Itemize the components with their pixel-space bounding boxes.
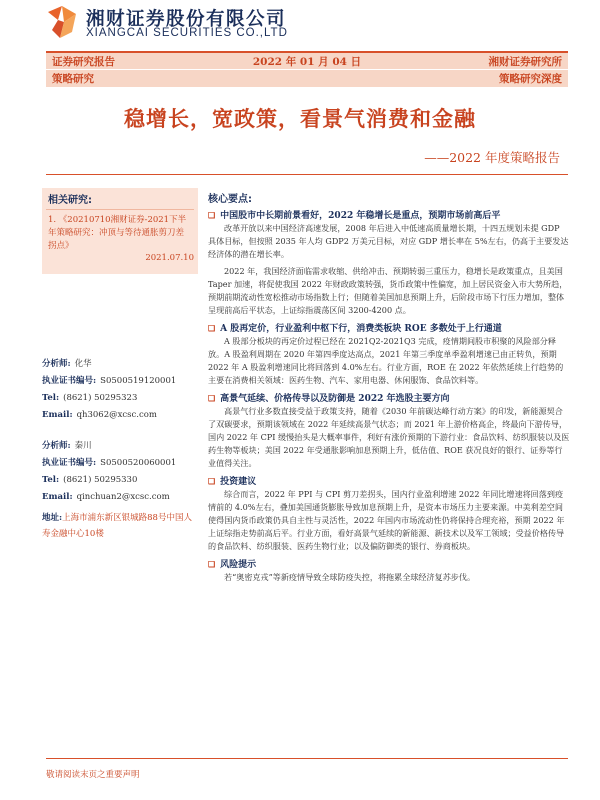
- tel-number: (8621) 50295330: [63, 475, 138, 485]
- analyst-label: 分析师:: [42, 359, 71, 369]
- email-link[interactable]: qinchuan2@xcsc.com: [76, 492, 170, 502]
- paragraph: A 股部分板块的再定价过程已经在 2021Q2-2021Q3 完成，疫情期间股市积聚的风险部分释放。A 股盈利周期在 2020 年第四季度达高点，2021 年第三季度单季盈利增速已由正转负，预期 2022 年 A 股盈利增速同比将回落到 4.0%左右。行业方面，ROE 在 2022 年依然延续上行趋势的主要在消费相关领域：医药生物、汽车、家用电器、休闲服饰、食品饮料等。: [208, 336, 564, 385]
- bullet-arrow-icon: ❑: [208, 475, 216, 486]
- bullet-arrow-icon: ❑: [208, 558, 216, 569]
- report-date: 2022 年 01 月 04 日: [252, 56, 362, 68]
- category-label: 策略研究: [52, 73, 94, 85]
- related-research-link[interactable]: 1. 《20210710湘财证券-2021下半年策略研究：冲顶与等待通胀剪刀差拐点》: [48, 215, 187, 251]
- analyst-card: [42, 438, 176, 506]
- section-heading-text: A 股再定价，行业盈利中枢下行，消费类板块 ROE 多数处于上行通道: [220, 324, 502, 334]
- report-subtitle: ——2022 年度策略报告: [424, 150, 560, 165]
- company-name-cn: 湘财证券股份有限公司: [86, 9, 287, 30]
- section-heading-text: 高景气延续、价格传导以及防御是 2022 年选股主要方向: [220, 394, 450, 404]
- report-info-band: [46, 51, 568, 69]
- core-points: [208, 190, 570, 588]
- disclaimer-note: 敬请阅读末页之重要声明: [46, 770, 140, 780]
- related-divider: [46, 209, 194, 210]
- cert-label: 执业证书编号:: [42, 376, 97, 386]
- section-heading: [208, 321, 570, 334]
- paragraph: 综合而言，2022 年 PPI 与 CPI 剪刀差拐头，国内行业盈利增速 2022 年同比增速将回落到疫情前的 4.0%左右，叠加美国通货膨胀导致加息预期上升，是资本市场压力主要来源。中美利差空间使得国内货币政策仍具自主性与灵活性，2022 年国内市场流动性仍将保持合理充裕，预期 2022 年上证综指走势前高后平。行业方面，看好高景气延续的新能源、新技术以及军工领域；受益价格传导的食品饮料、纺织服装、医药生物行业；以及偏防御类的银行、券商板块。: [208, 489, 565, 551]
- analyst-card: [42, 356, 176, 424]
- address-label: 地址:: [42, 513, 63, 523]
- bullet-arrow-icon: ❑: [208, 392, 216, 403]
- cert-number: S0500519120001: [100, 376, 177, 386]
- section-body: [208, 488, 570, 553]
- related-research-title: 相关研究:: [48, 195, 92, 206]
- paragraph: 2022 年，我国经济面临需求收缩、供给冲击、预期转弱三重压力，稳增长是政策重点，且美国 Taper 加速，将促使我国 2022 年财政政策转强，货币政策中性偏宽，加上居民资金入市大势所趋，预期前期流动性宽松推动市场指数上行；但随着美国加息预期上升，后阶段市场下行压力增加，整体呈现前高后平状态，上证综指震荡区间 3200-4200 点。: [208, 266, 568, 315]
- title-divider: [46, 174, 568, 175]
- institute-label: 湘财证券研究所: [488, 56, 562, 68]
- address-text: 上海市浦东新区银城路88号中国人寿金融中心10楼: [42, 513, 192, 539]
- section-heading-text: 投资建议: [220, 477, 257, 487]
- bullet-arrow-icon: ❑: [208, 322, 216, 333]
- xiangcai-logo-icon: [44, 4, 80, 40]
- paragraph: 高景气行业多数直接受益于政策支持，随着《2030 年前碳达峰行动方案》的印发，新能源契合了双碳要求，预期该领域在 2022 年延续高景气状态；而 2021 年上游价格高企，终最向下游传导，国内 2022 年 CPI 缓慢抬头是大概率事件，利好有涨价预期的下游行业：食品饮料、纺织服装以及医药生物等板块；美国 2022 年受通胀影响加息预期上升，低估值、ROE 获况良好的银行、证券等行业值得关注。: [208, 406, 570, 468]
- section-heading: [208, 208, 570, 221]
- analyst-name: 秦川: [74, 441, 92, 451]
- analyst-label: 分析师:: [42, 441, 71, 451]
- tel-label: Tel:: [42, 393, 60, 403]
- tel-label: Tel:: [42, 475, 60, 485]
- cert-number: S0500520060001: [100, 458, 177, 468]
- section-body: [208, 571, 570, 584]
- footer-divider: [46, 758, 568, 759]
- tel-number: (8621) 50295323: [63, 393, 138, 403]
- paragraph: 改革开放以来中国经济高速发展，2008 年后进入中低速高质量增长期，十四五规划未提 GDP 具体目标，但按照 2035 年人均 GDP2 万美元目标，对应 GDP 增长率在 5%左右，仍高于主要发达经济体的潜在增长率。: [208, 223, 569, 259]
- cert-label: 执业证书编号:: [42, 458, 97, 468]
- section-heading: [208, 557, 570, 570]
- email-label: Email:: [42, 492, 73, 502]
- related-research-date: 2021.07.10: [145, 253, 194, 263]
- depth-label: 策略研究深度: [499, 73, 562, 85]
- sidebar: [42, 188, 198, 568]
- bullet-arrow-icon: ❑: [208, 209, 216, 220]
- page-header: [0, 0, 600, 50]
- paragraph: 若“奥密克戎”等新疫情导致全球防疫失控，将拖累全球经济复苏步伐。: [224, 572, 476, 582]
- section-body: [208, 335, 570, 387]
- report-category-band: [46, 70, 568, 87]
- related-research-box: [42, 188, 198, 274]
- core-points-title: 核心要点:: [208, 194, 252, 205]
- section-body: [208, 222, 570, 317]
- analyst-name: 化华: [74, 359, 92, 369]
- email-label: Email:: [42, 410, 73, 420]
- section-heading: [208, 391, 570, 404]
- address-block: [42, 510, 198, 542]
- section-heading-text: 风险提示: [220, 560, 257, 570]
- report-type-label: 证券研究报告: [52, 56, 115, 68]
- email-link[interactable]: qh3062@xcsc.com: [76, 410, 157, 420]
- company-name-en: XIANGCAI SECURITIES CO.,LTD: [86, 27, 288, 39]
- section-heading: [208, 474, 570, 487]
- section-body: [208, 405, 570, 470]
- section-heading-text: 中国股市中长期前景看好，2022 年稳增长是重点，预期市场前高后平: [220, 211, 501, 221]
- report-title: 稳增长，宽政策，看景气消费和金融: [124, 106, 476, 131]
